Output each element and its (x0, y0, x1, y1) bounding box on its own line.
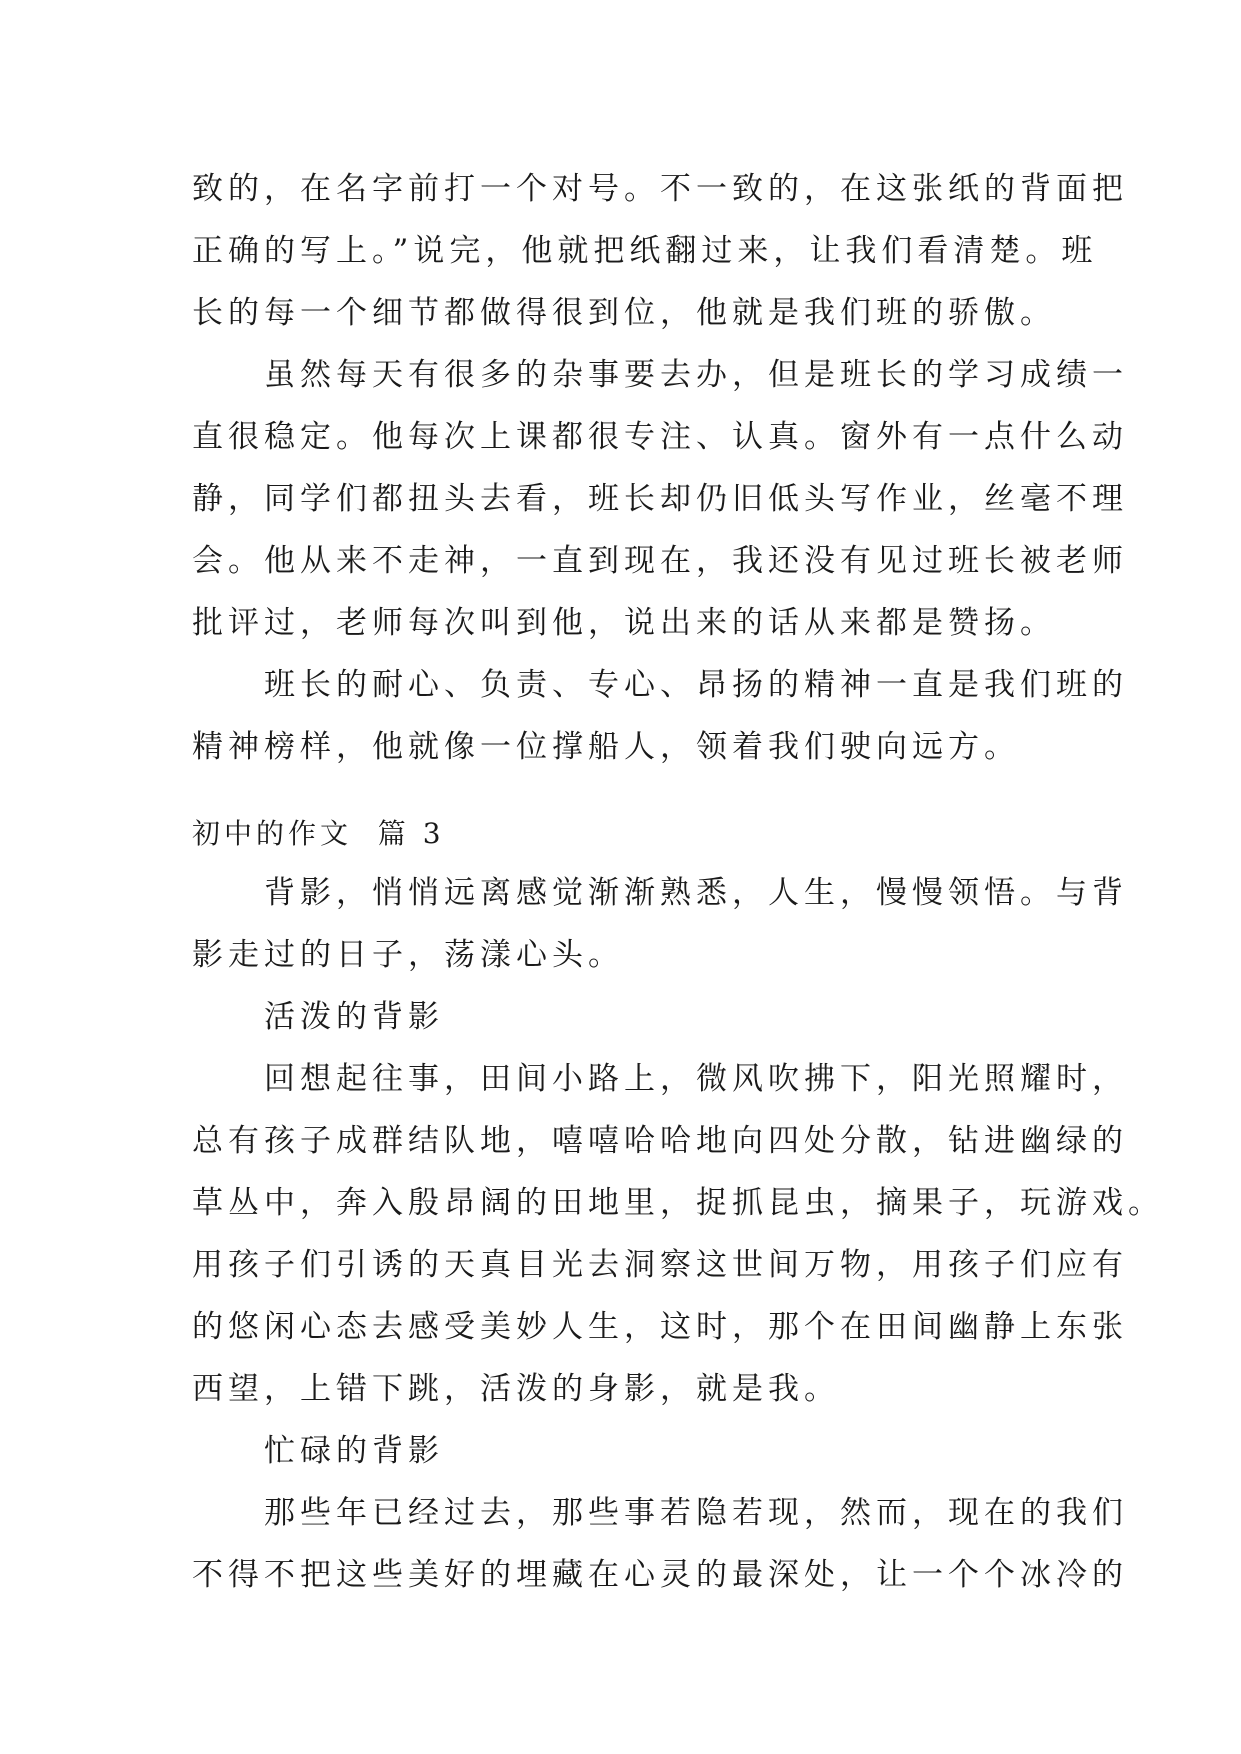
section-heading: 初中的作文 篇 3 (192, 817, 445, 850)
body-line: 虽然每天有很多的杂事要去办，但是班长的学习成绩一 (192, 357, 1128, 393)
body-line: 草丛中，奔入殷昂阔的田地里，捉抓昆虫，摘果子，玩游戏。 (192, 1185, 1164, 1221)
subheading-line: 活泼的背影 (192, 999, 444, 1035)
body-line: 那些年已经过去，那些事若隐若现，然而，现在的我们 (192, 1495, 1128, 1531)
body-line: 精神榜样，他就像一位撑船人，领着我们驶向远方。 (192, 729, 1020, 765)
body-line: 静，同学们都扭头去看，班长却仍旧低头写作业，丝毫不理 (192, 481, 1128, 517)
body-line: 批评过，老师每次叫到他，说出来的话从来都是赞扬。 (192, 605, 1056, 641)
body-line: 影走过的日子，荡漾心头。 (192, 937, 624, 973)
subheading-line: 忙碌的背影 (192, 1433, 444, 1469)
body-line: 西望，上错下跳，活泼的身影，就是我。 (192, 1371, 840, 1407)
body-line: 直很稳定。他每次上课都很专注、认真。窗外有一点什么动 (192, 419, 1128, 455)
body-line: 会。他从来不走神，一直到现在，我还没有见过班长被老师 (192, 543, 1128, 579)
body-line: 背影，悄悄远离感觉渐渐熟悉，人生，慢慢领悟。与背 (192, 875, 1128, 911)
body-line: 班长的耐心、负责、专心、昂扬的精神一直是我们班的 (192, 667, 1128, 703)
body-line: 总有孩子成群结队地，嘻嘻哈哈地向四处分散，钻进幽绿的 (192, 1123, 1128, 1159)
body-line: 长的每一个细节都做得很到位，他就是我们班的骄傲。 (192, 295, 1056, 331)
body-line: 正确的写上。”说完，他就把纸翻过来，让我们看清楚。班 (192, 233, 1098, 269)
body-line: 的悠闲心态去感受美妙人生，这时，那个在田间幽静上东张 (192, 1309, 1128, 1345)
body-line: 用孩子们引诱的天真目光去洞察这世间万物，用孩子们应有 (192, 1247, 1128, 1283)
body-line: 回想起往事，田间小路上，微风吹拂下，阳光照耀时， (192, 1061, 1128, 1097)
body-line: 致的，在名字前打一个对号。不一致的，在这张纸的背面把 (192, 171, 1128, 207)
body-line: 不得不把这些美好的埋藏在心灵的最深处，让一个个冰冷的 (192, 1557, 1128, 1593)
